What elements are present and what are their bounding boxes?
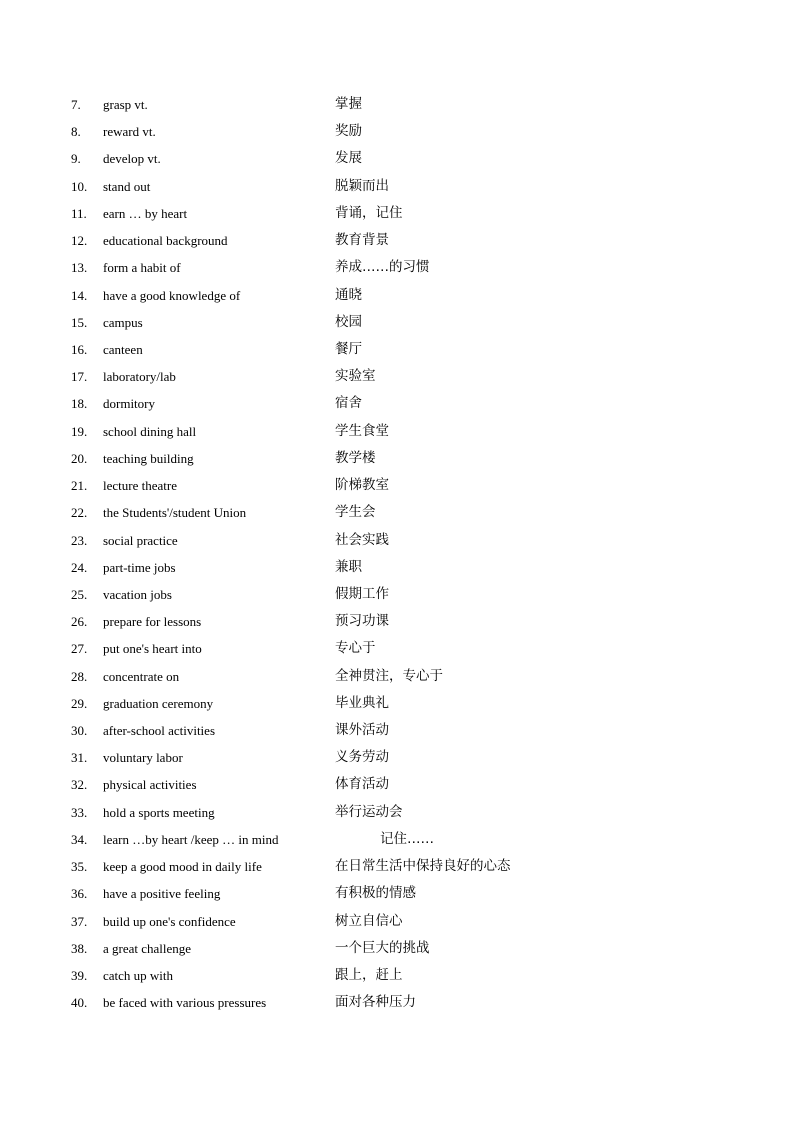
item-number: 22. (71, 505, 88, 521)
item-number: 32. (71, 777, 88, 793)
item-number: 15. (71, 314, 88, 330)
chinese-translation: 脱颖而出 (335, 177, 389, 194)
vocab-row (0, 418, 794, 445)
chinese-translation: 跟上，赶上 (335, 967, 403, 983)
vocab-row (0, 445, 794, 472)
vocab-row (0, 853, 794, 880)
chinese-translation: 预习功课 (335, 613, 389, 630)
item-number: 13. (71, 260, 88, 276)
english-phrase: develop vt. (103, 151, 161, 167)
chinese-translation: 养成……的习惯 (335, 259, 430, 276)
vocab-row (0, 608, 794, 635)
chinese-translation: 有积极的情感 (335, 885, 416, 902)
english-phrase: put one's heart into (103, 641, 202, 657)
english-phrase: learn …by heart /keep … in mind (103, 831, 279, 847)
english-phrase: have a good knowledge of (103, 287, 241, 303)
vocab-row (0, 717, 794, 744)
vocab-row (0, 282, 794, 309)
chinese-translation: 毕业典礼 (335, 694, 389, 711)
english-phrase: physical activities (103, 777, 197, 793)
item-number: 24. (71, 559, 88, 575)
vocab-row (0, 744, 794, 771)
item-number: 25. (71, 586, 88, 602)
vocab-row (0, 145, 794, 172)
english-phrase: laboratory/lab (103, 369, 176, 385)
chinese-translation: 在日常生活中保持良好的心态 (335, 858, 511, 875)
chinese-translation: 专心于 (335, 640, 376, 657)
item-number: 12. (71, 233, 88, 249)
english-phrase: catch up with (103, 968, 174, 983)
english-phrase: earn … by heart (103, 205, 188, 221)
vocab-row (0, 935, 794, 962)
english-phrase: canteen (103, 341, 143, 357)
english-phrase: school dining hall (103, 423, 197, 439)
vocab-row (0, 690, 794, 717)
item-number: 20. (71, 450, 88, 466)
item-number: 37. (71, 913, 88, 929)
chinese-translation: 教育背景 (335, 232, 389, 249)
item-number: 26. (71, 614, 88, 630)
chinese-translation: 学生食堂 (335, 422, 389, 439)
vocab-row (0, 663, 794, 690)
english-phrase: be faced with various pressures (103, 995, 267, 1011)
item-number: 31. (71, 750, 88, 766)
item-number: 19. (71, 423, 88, 439)
item-number: 18. (71, 396, 88, 412)
vocab-row (0, 880, 794, 907)
item-number: 8. (71, 124, 81, 140)
item-number: 29. (71, 695, 88, 711)
vocab-row (0, 309, 794, 336)
english-phrase: dormitory (103, 396, 155, 412)
english-phrase: graduation ceremony (103, 695, 214, 711)
vocab-row (0, 173, 794, 200)
vocab-row (0, 581, 794, 608)
vocab-row (0, 363, 794, 390)
vocab-row (0, 118, 794, 145)
english-phrase: keep a good mood in daily life (103, 859, 262, 875)
english-phrase: social practice (103, 532, 178, 548)
item-number: 7. (71, 97, 81, 112)
vocab-row (0, 227, 794, 254)
chinese-translation: 全神贯注，专心于 (335, 667, 443, 684)
english-phrase: voluntary labor (103, 750, 183, 766)
item-number: 27. (71, 641, 88, 657)
english-phrase: build up one's confidence (103, 913, 236, 929)
vocab-row (0, 390, 794, 417)
chinese-translation: 阶梯教室 (335, 477, 389, 494)
vocab-row (0, 472, 794, 499)
chinese-translation: 面对各种压力 (335, 994, 416, 1011)
chinese-translation: 通晓 (335, 286, 362, 303)
vocabulary-list (0, 91, 794, 1016)
item-number: 11. (71, 205, 87, 221)
item-number: 39. (71, 968, 88, 983)
vocab-row (0, 826, 794, 853)
item-number: 30. (71, 723, 88, 739)
chinese-translation: 背诵，记住 (335, 204, 403, 221)
chinese-translation: 树立自信心 (335, 912, 403, 929)
item-number: 28. (71, 668, 88, 684)
chinese-translation: 掌握 (335, 96, 362, 112)
english-phrase: form a habit of (103, 260, 181, 276)
vocab-row (0, 91, 794, 118)
vocab-row (0, 254, 794, 281)
english-phrase: teaching building (103, 450, 194, 466)
vocab-row (0, 499, 794, 526)
vocab-row (0, 554, 794, 581)
english-phrase: part-time jobs (103, 559, 176, 575)
vocab-row (0, 908, 794, 935)
chinese-translation: 校园 (335, 313, 362, 330)
item-number: 40. (71, 995, 88, 1011)
chinese-translation: 义务劳动 (335, 749, 389, 766)
item-number: 34. (71, 831, 88, 847)
english-phrase: stand out (103, 178, 151, 194)
item-number: 10. (71, 178, 88, 194)
chinese-translation: 奖励 (335, 123, 362, 140)
english-phrase: reward vt. (103, 124, 156, 140)
english-phrase: a great challenge (103, 940, 192, 956)
english-phrase: the Students'/student Union (103, 505, 247, 521)
english-phrase: campus (103, 314, 143, 330)
english-phrase: have a positive feeling (103, 886, 221, 902)
chinese-translation: 一个巨大的挑战 (335, 939, 430, 956)
vocab-row (0, 336, 794, 363)
english-phrase: educational background (103, 233, 228, 249)
item-number: 35. (71, 859, 88, 875)
chinese-translation: 实验室 (335, 368, 376, 385)
english-phrase: after-school activities (103, 723, 215, 739)
vocab-row (0, 771, 794, 798)
chinese-translation: 餐厅 (335, 340, 362, 357)
english-phrase: hold a sports meeting (103, 804, 215, 820)
chinese-translation: 教学楼 (335, 449, 376, 466)
chinese-translation: 发展 (335, 150, 362, 167)
item-number: 16. (71, 341, 88, 357)
vocab-row (0, 635, 794, 662)
chinese-translation: 课外活动 (335, 722, 389, 739)
chinese-translation: 学生会 (335, 504, 376, 521)
item-number: 9. (71, 151, 81, 167)
vocab-row (0, 527, 794, 554)
vocab-row (0, 200, 794, 227)
item-number: 21. (71, 478, 88, 494)
vocab-row (0, 799, 794, 826)
chinese-translation: 假期工作 (335, 585, 389, 602)
chinese-translation: 体育活动 (335, 776, 389, 793)
item-number: 14. (71, 287, 88, 303)
item-number: 36. (71, 886, 88, 902)
chinese-translation: 记住…… (380, 830, 434, 847)
english-phrase: concentrate on (103, 668, 180, 684)
english-phrase: lecture theatre (103, 478, 177, 494)
vocab-row (0, 989, 794, 1016)
chinese-translation: 举行运动会 (335, 803, 403, 820)
chinese-translation: 社会实践 (335, 531, 389, 548)
item-number: 17. (71, 369, 88, 385)
chinese-translation: 兼职 (335, 558, 362, 575)
item-number: 38. (71, 940, 88, 956)
item-number: 23. (71, 532, 88, 548)
vocab-row (0, 962, 794, 989)
english-phrase: grasp vt. (103, 97, 148, 112)
chinese-translation: 宿舍 (335, 395, 362, 412)
item-number: 33. (71, 804, 88, 820)
english-phrase: vacation jobs (103, 586, 172, 602)
english-phrase: prepare for lessons (103, 614, 202, 630)
